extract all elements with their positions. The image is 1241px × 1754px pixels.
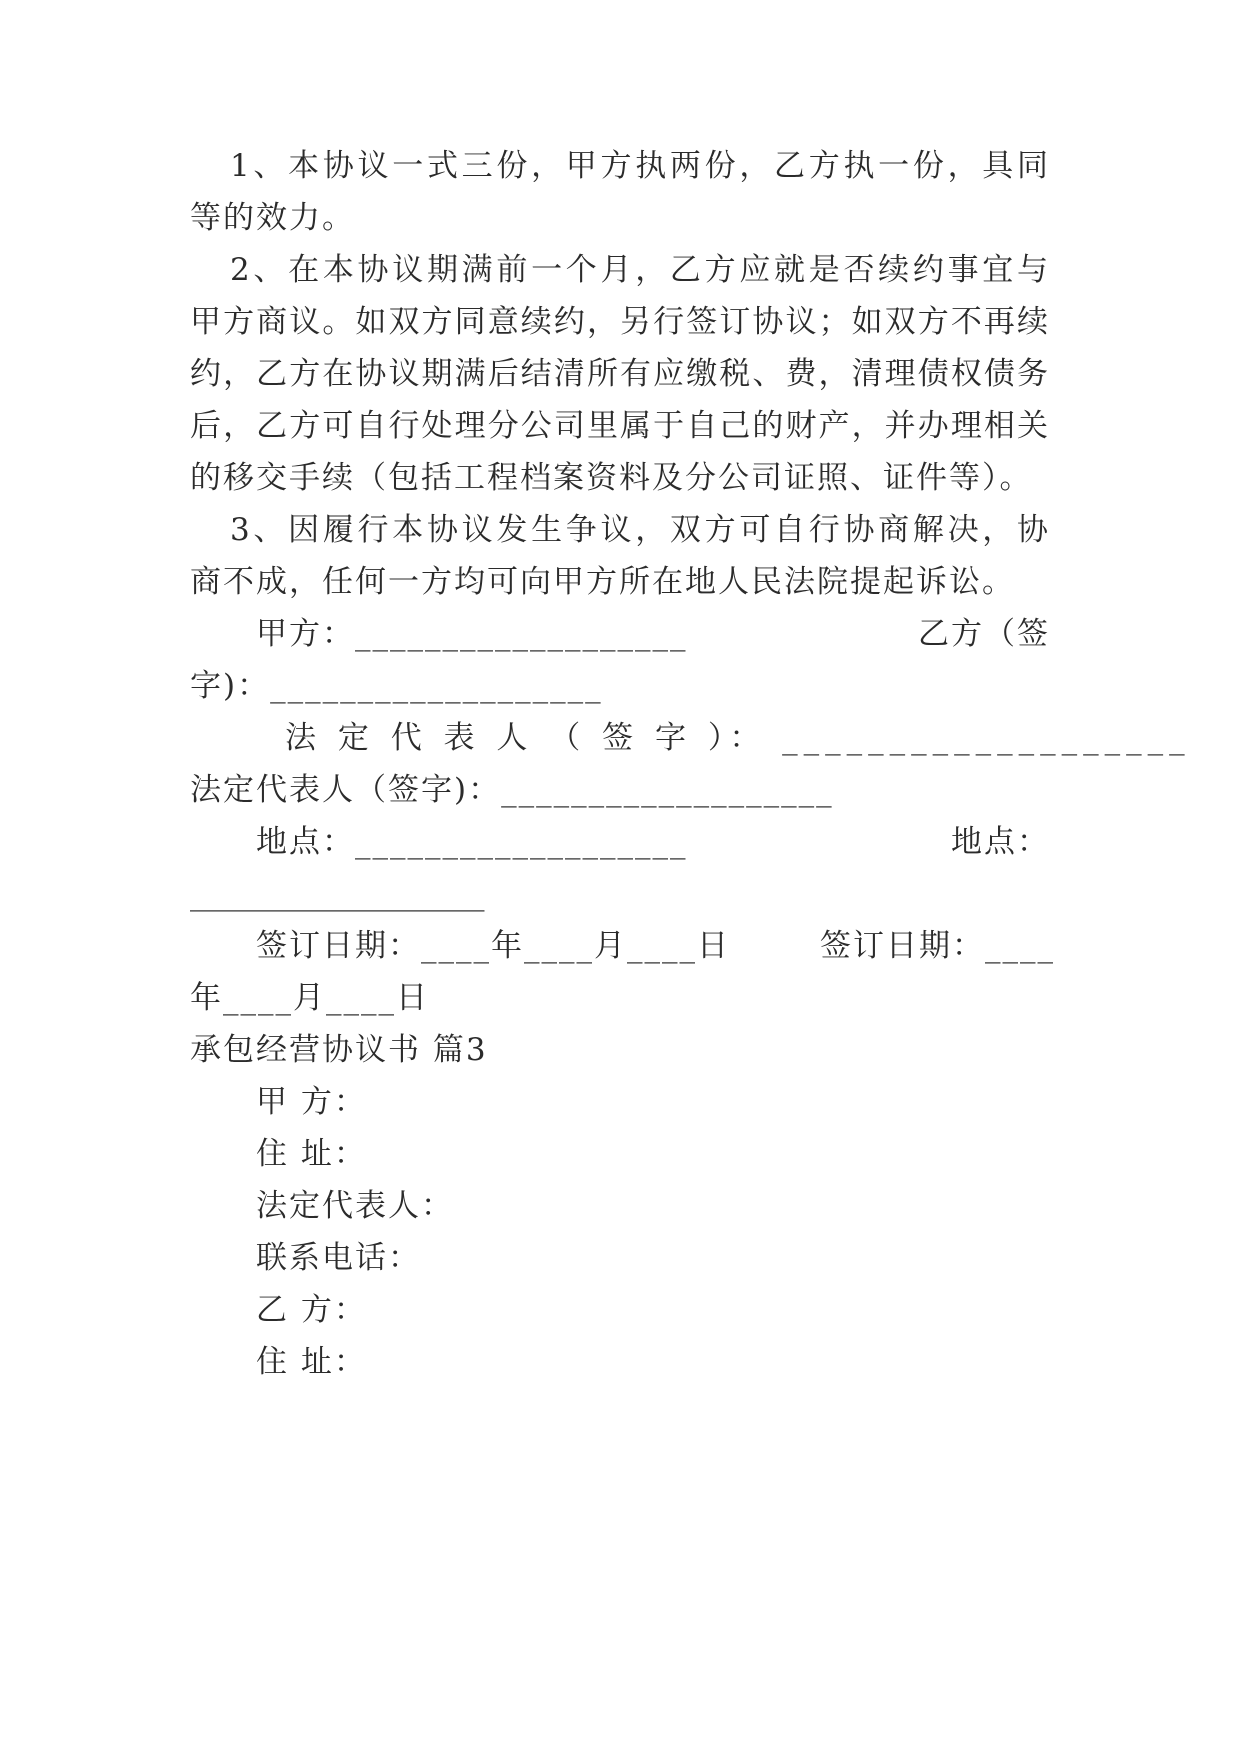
party-a-signature: 甲方：___________________ bbox=[256, 616, 688, 652]
section-title: 承包经营协议书 篇3 bbox=[190, 1032, 488, 1068]
rep-a-signature: 法 定 代 表 人 （ 签 字 ）： ___________________ bbox=[285, 720, 1191, 756]
para1-line1: 1、本协议一式三份，甲方执两份，乙方执一份，具同 bbox=[230, 148, 1050, 184]
date-a: 签订日期：____年____月____日 bbox=[256, 928, 730, 964]
para2-line1: 2、在本协议期满前一个月，乙方应就是否续约事宜与 bbox=[230, 252, 1050, 288]
field-address-b: 住 址： bbox=[256, 1344, 367, 1380]
place-b: 地点： bbox=[951, 824, 1050, 860]
para1-line2: 等的效力。 bbox=[190, 200, 355, 236]
date-b-cont: 年____月____日 bbox=[190, 980, 429, 1016]
place-b-blank: ___________________ bbox=[190, 876, 485, 912]
field-party-b: 乙 方： bbox=[256, 1292, 367, 1328]
para2-line5: 的移交手续（包括工程档案资料及分公司证照、证件等）。 bbox=[190, 460, 1033, 496]
para2-line4: 后，乙方可自行处理分公司里属于自己的财产，并办理相关 bbox=[190, 408, 1050, 444]
party-b-signature-cont: 字)：___________________ bbox=[190, 668, 603, 704]
para3-line1: 3、因履行本协议发生争议，双方可自行协商解决，协 bbox=[230, 512, 1050, 548]
party-b-signature: 乙方（签 bbox=[918, 616, 1050, 652]
field-address-a: 住 址： bbox=[256, 1136, 367, 1172]
para2-line2: 甲方商议。如双方同意续约，另行签订协议；如双方不再续 bbox=[190, 304, 1050, 340]
field-legal-rep: 法定代表人： bbox=[256, 1188, 454, 1224]
field-party-a: 甲 方： bbox=[256, 1084, 367, 1120]
rep-b-signature: 法定代表人（签字)：___________________ bbox=[190, 772, 834, 808]
para2-line3: 约，乙方在协议期满后结清所有应缴税、费，清理债权债务 bbox=[190, 356, 1050, 392]
field-phone: 联系电话： bbox=[256, 1240, 421, 1276]
date-b: 签订日期：____ bbox=[820, 928, 1055, 964]
para3-line2: 商不成，任何一方均可向甲方所在地人民法院提起诉讼。 bbox=[190, 564, 1015, 600]
place-a: 地点：___________________ bbox=[256, 824, 688, 860]
